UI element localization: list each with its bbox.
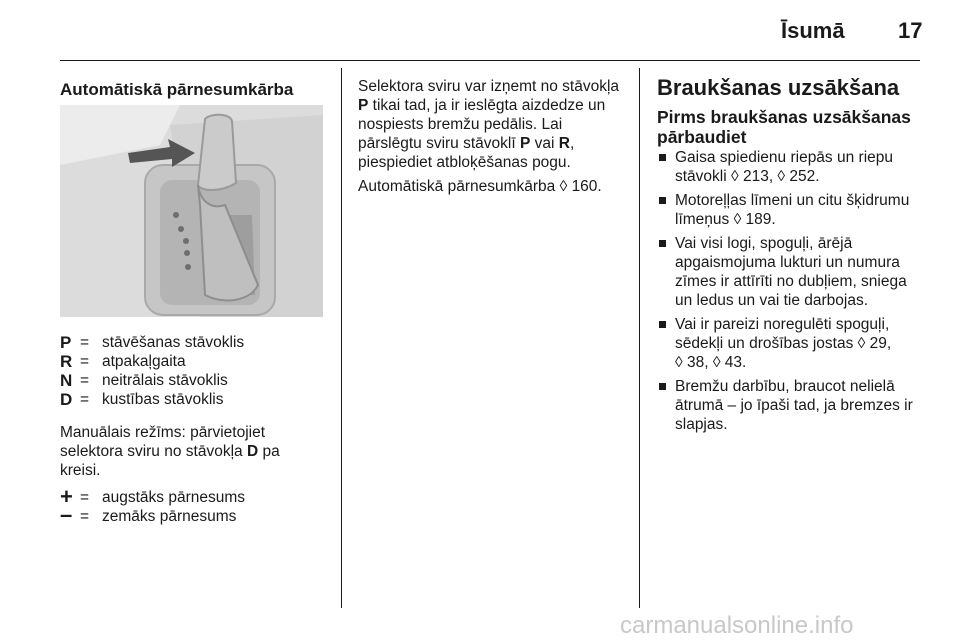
text-line: ātrumā – jo īpaši tad, ja bremzes ir <box>675 397 913 414</box>
text-line: Motoreļļas līmeni un citu šķidrumu <box>675 192 910 209</box>
section-heading: Automātiskā pārnesumkārba <box>60 80 294 99</box>
manual-mode-text <box>60 423 335 480</box>
equals-sign: = <box>80 489 90 506</box>
text-line: Selektora sviru var izņemt no stāvokļa <box>358 78 620 95</box>
text-line: Bremžu darbību, braucot nelielā <box>675 378 895 395</box>
text-line: kreisi. <box>60 462 101 479</box>
legend-row <box>60 371 335 390</box>
text-line: zīmes ir attīrīti no dubļiem, sniega <box>675 273 907 290</box>
text-line: selektora sviru no stāvokļa <box>60 443 247 460</box>
legend-desc: stāvēšanas stāvoklis <box>102 334 245 351</box>
text-line: līmeņus ◊ 189. <box>675 211 776 228</box>
middle-column <box>358 77 636 196</box>
legend-desc: atpakaļgaita <box>102 353 186 370</box>
gear-letter: P <box>358 97 369 114</box>
equals-sign: = <box>80 353 90 370</box>
legend-key: P <box>60 333 72 352</box>
checklist-item <box>657 377 927 434</box>
equals-sign: = <box>80 372 90 389</box>
minus-icon: – <box>60 502 73 527</box>
section-title: Braukšanas uzsākšana <box>657 75 900 100</box>
selector-lever-text <box>358 77 636 172</box>
text-line: , <box>569 135 575 152</box>
legend-row <box>60 333 335 352</box>
right-column <box>657 75 927 439</box>
text-line: Pirms braukšanas uzsākšanas <box>657 107 911 127</box>
shift-desc: zemāks pārnesums <box>102 508 237 525</box>
text-line: Vai visi logi, spoguļi, ārējā <box>675 235 853 252</box>
text-line: tikai tad, ja ir ieslēgta aizdedze un <box>368 97 606 114</box>
column-divider <box>639 68 640 608</box>
legend-desc: kustības stāvoklis <box>102 391 224 408</box>
gear-letter: D <box>246 443 259 460</box>
text-line: ◊ 38, ◊ 43. <box>675 354 747 371</box>
text-line: slapjas. <box>675 416 728 433</box>
equals-sign: = <box>80 391 90 408</box>
shift-desc: augstāks pārnesums <box>102 489 246 506</box>
gear-letter: R <box>558 135 570 152</box>
checklist-item <box>657 148 927 186</box>
text-line: sēdekļi un drošības jostas ◊ 29, <box>675 335 892 352</box>
cross-reference: Automātiskā pārnesumkārba ◊ 160. <box>358 178 602 195</box>
subsection-title <box>657 107 927 147</box>
text-line: pārslēgtu sviru stāvoklī <box>358 135 520 152</box>
header-rule <box>60 60 920 61</box>
text-line: Vai ir pareizi noregulēti spoguļi, <box>675 316 890 333</box>
gear-legend <box>60 333 335 526</box>
gear-selector-photo <box>60 105 323 317</box>
text-line: pārbaudiet <box>657 127 747 147</box>
gear-letter: P <box>519 135 531 152</box>
text-line: stāvokli ◊ 213, ◊ 252. <box>675 168 820 185</box>
text-line: vai <box>530 135 559 152</box>
watermark: carmanualsonline.info <box>620 612 854 639</box>
text-line: nospiests bremžu pedālis. Lai <box>358 116 563 133</box>
running-head-title: Īsumā <box>781 18 845 43</box>
legend-row <box>60 352 335 371</box>
legend-key: R <box>60 352 73 371</box>
legend-row <box>60 390 335 409</box>
text-line: apgaismojuma lukturi un numura <box>675 254 900 271</box>
checklist-item <box>657 234 927 310</box>
column-divider <box>341 68 342 608</box>
shift-row <box>60 484 335 509</box>
page-number: 17 <box>898 18 923 43</box>
equals-sign: = <box>80 334 90 351</box>
equals-sign: = <box>80 508 90 525</box>
checklist-item <box>657 315 927 372</box>
checklist-item <box>657 191 927 229</box>
left-column <box>60 80 335 99</box>
legend-key: D <box>60 390 73 409</box>
text-line: un ledus un vai tie darbojas. <box>675 292 869 309</box>
plus-icon: + <box>60 484 73 509</box>
legend-key: N <box>60 371 73 390</box>
legend-desc: neitrālais stāvoklis <box>102 372 228 389</box>
text-line: pa <box>258 443 280 460</box>
gear-selector-illustration <box>60 105 323 317</box>
text-line: Manuālais režīms: pārvietojiet <box>60 424 266 441</box>
shift-row <box>60 502 335 527</box>
text-line: piespiediet atbloķēšanas pogu. <box>358 154 571 171</box>
text-line: Gaisa spiedienu riepās un riepu <box>675 149 893 166</box>
